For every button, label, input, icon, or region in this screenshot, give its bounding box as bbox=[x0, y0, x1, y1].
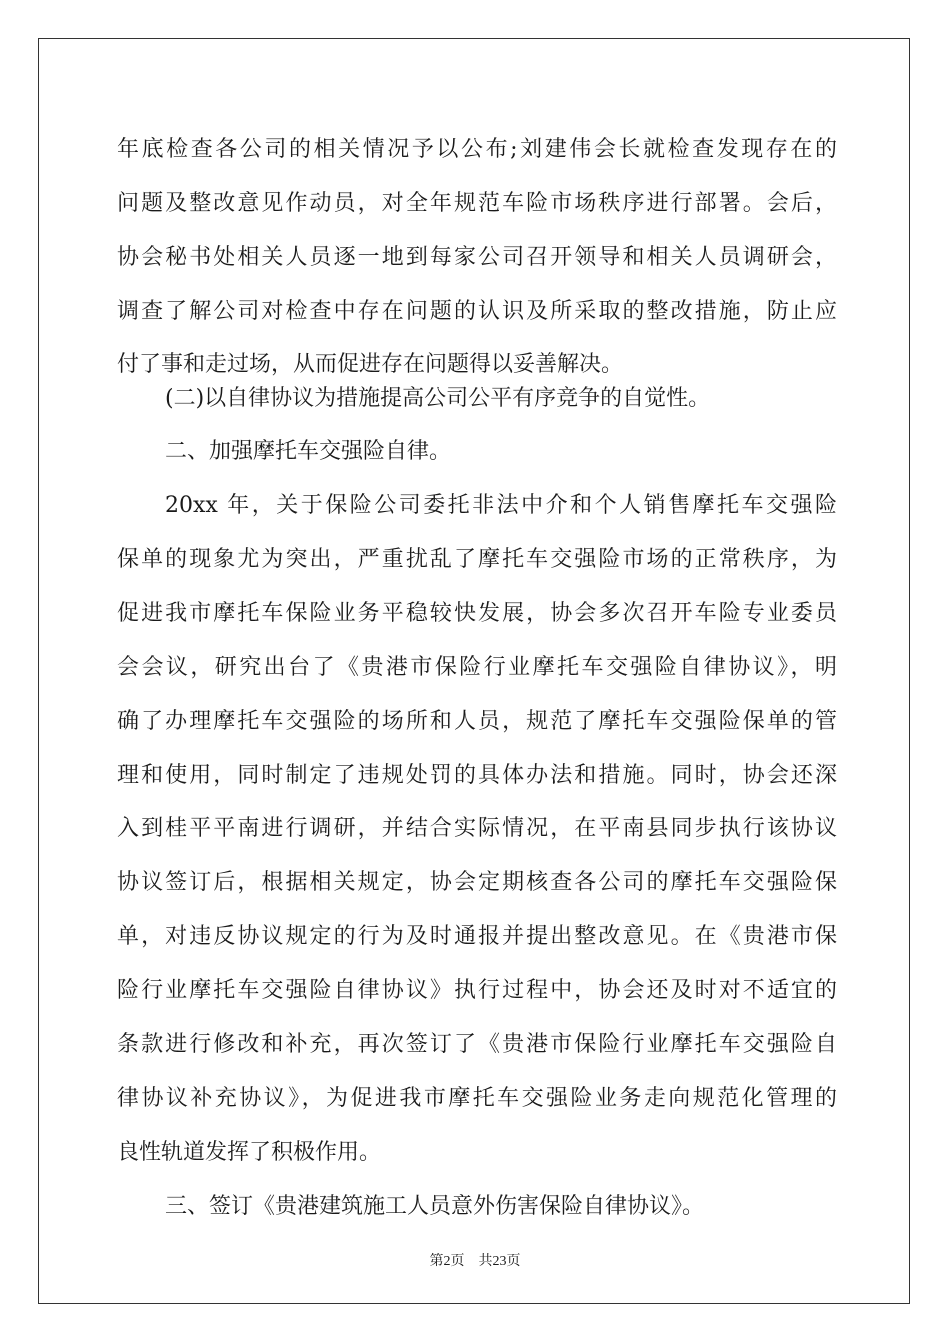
text-line: 促进我市摩托车保险业务平稳较快发展，协会多次召开车险专业委员 bbox=[117, 601, 837, 626]
text-line: 律协议补充协议》，为促进我市摩托车交强险业务走向规范化管理的 bbox=[117, 1086, 837, 1111]
page-footer bbox=[0, 1250, 950, 1270]
section-heading: 二、加强摩托车交强险自律。 bbox=[165, 439, 452, 464]
text-line: 险行业摩托车交强险自律协议》执行过程中，协会还及时对不适宜的 bbox=[117, 978, 837, 1003]
text-line: 确了办理摩托车交强险的场所和人员，规范了摩托车交强险保单的管 bbox=[117, 709, 837, 734]
text-line: 条款进行修改和补充，再次签订了《贵港市保险行业摩托车交强险自 bbox=[117, 1032, 837, 1057]
text-line: 理和使用，同时制定了违规处罚的具体办法和措施。同时，协会还深 bbox=[117, 763, 837, 788]
section-heading: (二)以自律协议为措施提高公司公平有序竞争的自觉性。 bbox=[165, 386, 711, 411]
text-line: 协会秘书处相关人员逐一地到每家公司召开领导和相关人员调研会， bbox=[117, 245, 837, 270]
text-line: 会会议，研究出台了《贵港市保险行业摩托车交强险自律协议》，明 bbox=[117, 655, 837, 680]
text-line: 年底检查各公司的相关情况予以公布;刘建伟会长就检查发现存在的 bbox=[117, 137, 837, 162]
text-line: 付了事和走过场，从而促进存在问题得以妥善解决。 bbox=[117, 352, 624, 377]
section-heading: 三、签订《贵港建筑施工人员意外伤害保险自律协议》。 bbox=[165, 1194, 705, 1219]
text-line: 协议签订后，根据相关规定，协会定期核查各公司的摩托车交强险保 bbox=[117, 870, 837, 895]
text-line: 保单的现象尤为突出，严重扰乱了摩托车交强险市场的正常秩序，为 bbox=[117, 547, 837, 572]
page-number: 第2页 bbox=[429, 1254, 465, 1269]
total-pages: 共23页 bbox=[478, 1254, 521, 1269]
text-line: 入到桂平平南进行调研，并结合实际情况，在平南县同步执行该协议 bbox=[117, 816, 837, 841]
text-line: 调查了解公司对检查中存在问题的认识及所采取的整改措施，防止应 bbox=[117, 299, 837, 324]
text-line: 问题及整改意见作动员，对全年规范车险市场秩序进行部署。会后， bbox=[117, 191, 837, 216]
text-line: 20xx 年，关于保险公司委托非法中介和个人销售摩托车交强险 bbox=[165, 493, 837, 518]
text-line: 良性轨道发挥了积极作用。 bbox=[117, 1140, 382, 1165]
text-line: 单，对违反协议规定的行为及时通报并提出整改意见。在《贵港市保 bbox=[117, 924, 837, 949]
